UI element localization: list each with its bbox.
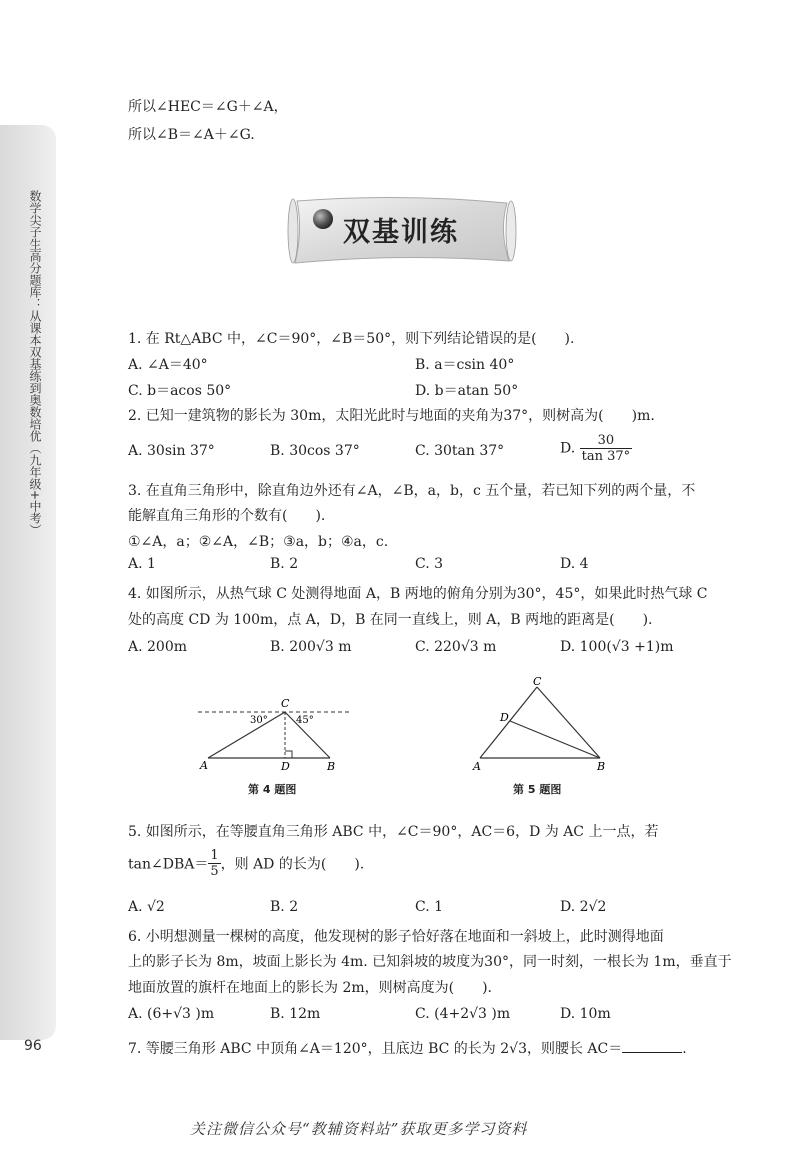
q2-option-d: D. $\frac{30}{\tan 37^\circ}$ (560, 433, 631, 464)
intro-line-2: 所以∠B＝∠A＋∠G. (128, 127, 255, 143)
fig4-caption: 第 4 题图 (248, 783, 297, 796)
q2-option-c: C. 30tan 37° (415, 443, 505, 459)
fig5-caption: 第 5 题图 (513, 783, 562, 796)
q5-option-b: B. 2 (270, 899, 299, 915)
book-title-vertical: 数学尖子生高分题库：从课本双基练到奥数培优（九年级+中考） (28, 190, 42, 537)
q5-option-a: A. √2 (128, 899, 165, 915)
q6-option-a: A. (6+√3 )m (128, 1006, 215, 1022)
fig5-label-d: D (500, 711, 509, 724)
fig4-label-a: A (200, 759, 208, 772)
fig5-line-cb (537, 687, 600, 758)
page-number: 96 (24, 1038, 42, 1054)
q4-option-b: B. 200√3 m (270, 639, 352, 655)
figure-4 (190, 695, 360, 775)
q3-option-a: A. 1 (128, 556, 156, 572)
q4-line-2: 处的高度 CD 为 100m，点 A，D，B 在同一直线上，则 A，B 两地的距离是( ). (128, 612, 653, 628)
q1-option-c: C. b＝acos 50° (128, 383, 232, 399)
footer-note: 关注微信公众号“教辅资料站”获取更多学习资料 (190, 1120, 528, 1138)
q3-option-c: C. 3 (415, 556, 444, 572)
q5-line-2: tan∠DBA＝ $\frac{1}{5}$ ，则 AD 的长为( ). (128, 848, 365, 879)
section-title: 双基训练 (343, 217, 459, 248)
q3-option-b: B. 2 (270, 556, 299, 572)
fig5-label-a: A (473, 760, 481, 773)
q4-option-d: D. 100(√3 +1)m (560, 639, 674, 655)
q1-option-b: B. a＝csin 40° (415, 357, 515, 373)
fig5-line-db (510, 721, 600, 758)
q3-line-3: ①∠A，a；②∠A，∠B；③a，b；④a，c. (128, 534, 389, 550)
q6-option-c: C. (4+2√3 )m (415, 1006, 511, 1022)
q2-option-a: A. 30sin 37° (128, 443, 215, 459)
fig5-label-c: C (533, 675, 542, 688)
q6-line-1: 6. 小明想测量一棵树的高度，他发现树的影子恰好落在地面和一斜坡上，此时测得地面 (128, 929, 664, 945)
fig5-label-b: B (597, 760, 606, 773)
fig4-label-b: B (327, 760, 336, 773)
q2-option-b: B. 30cos 37° (270, 443, 360, 459)
fig4-right-angle-mark (285, 751, 292, 758)
q7-stem: 7. 等腰三角形 ABC 中顶角∠A＝120°，且底边 BC 的长为 2√3，则腰长 AC＝ . (128, 1041, 687, 1057)
q6-line-2: 上的影子长为 8m，坡面上影长为 4m. 已知斜坡的坡度为30°，同一时刻，一根长为 1m，垂直于 (128, 954, 732, 970)
q1-option-d: D. b＝atan 50° (415, 383, 519, 399)
fig4-angle-30: 30° (250, 715, 268, 726)
fig4-line-ca (208, 712, 285, 758)
figure-5 (470, 675, 610, 775)
q5-option-d: D. 2√2 (560, 899, 607, 915)
q4-line-1: 4. 如图所示，从热气球 C 处测得地面 A，B 两地的俯角分别为30°，45°，如果此时热气球 C (128, 586, 708, 602)
intro-line-1: 所以∠HEC＝∠G＋∠A， (128, 99, 288, 115)
q6-line-3: 地面放置的旗杆在地面上的影长为 2m，则树高度为( ). (128, 980, 493, 996)
q3-option-d: D. 4 (560, 556, 589, 572)
q6-option-d: D. 10m (560, 1006, 611, 1022)
fig4-label-c: C (281, 697, 290, 710)
q6-option-b: B. 12m (270, 1006, 321, 1022)
q5-line-1: 5. 如图所示，在等腰直角三角形 ABC 中，∠C＝90°，AC＝6，D 为 AC 上一点，若 (128, 824, 659, 840)
q3-line-2: 能解直角三角形的个数有( ). (128, 508, 326, 524)
fig4-angle-45: 45° (296, 715, 314, 726)
q4-option-c: C. 220√3 m (415, 639, 497, 655)
q5-option-c: C. 1 (415, 899, 444, 915)
q1-stem: 1. 在 Rt△ABC 中，∠C＝90°，∠B＝50°，则下列结论错误的是( ). (128, 331, 575, 347)
q7-answer-blank (622, 1040, 682, 1053)
banner-ball-icon (313, 209, 333, 229)
q1-option-a: A. ∠A＝40° (128, 357, 208, 373)
q2-stem: 2. 已知一建筑物的影长为 30m，太阳光此时与地面的夹角为37°，则树高为( )m. (128, 408, 655, 424)
q3-line-1: 3. 在直角三角形中，除直角边外还有∠A，∠B，a，b，c 五个量，若已知下列的两个量，不 (128, 483, 696, 499)
fig4-label-d: D (281, 760, 290, 773)
q4-option-a: A. 200m (128, 639, 188, 655)
